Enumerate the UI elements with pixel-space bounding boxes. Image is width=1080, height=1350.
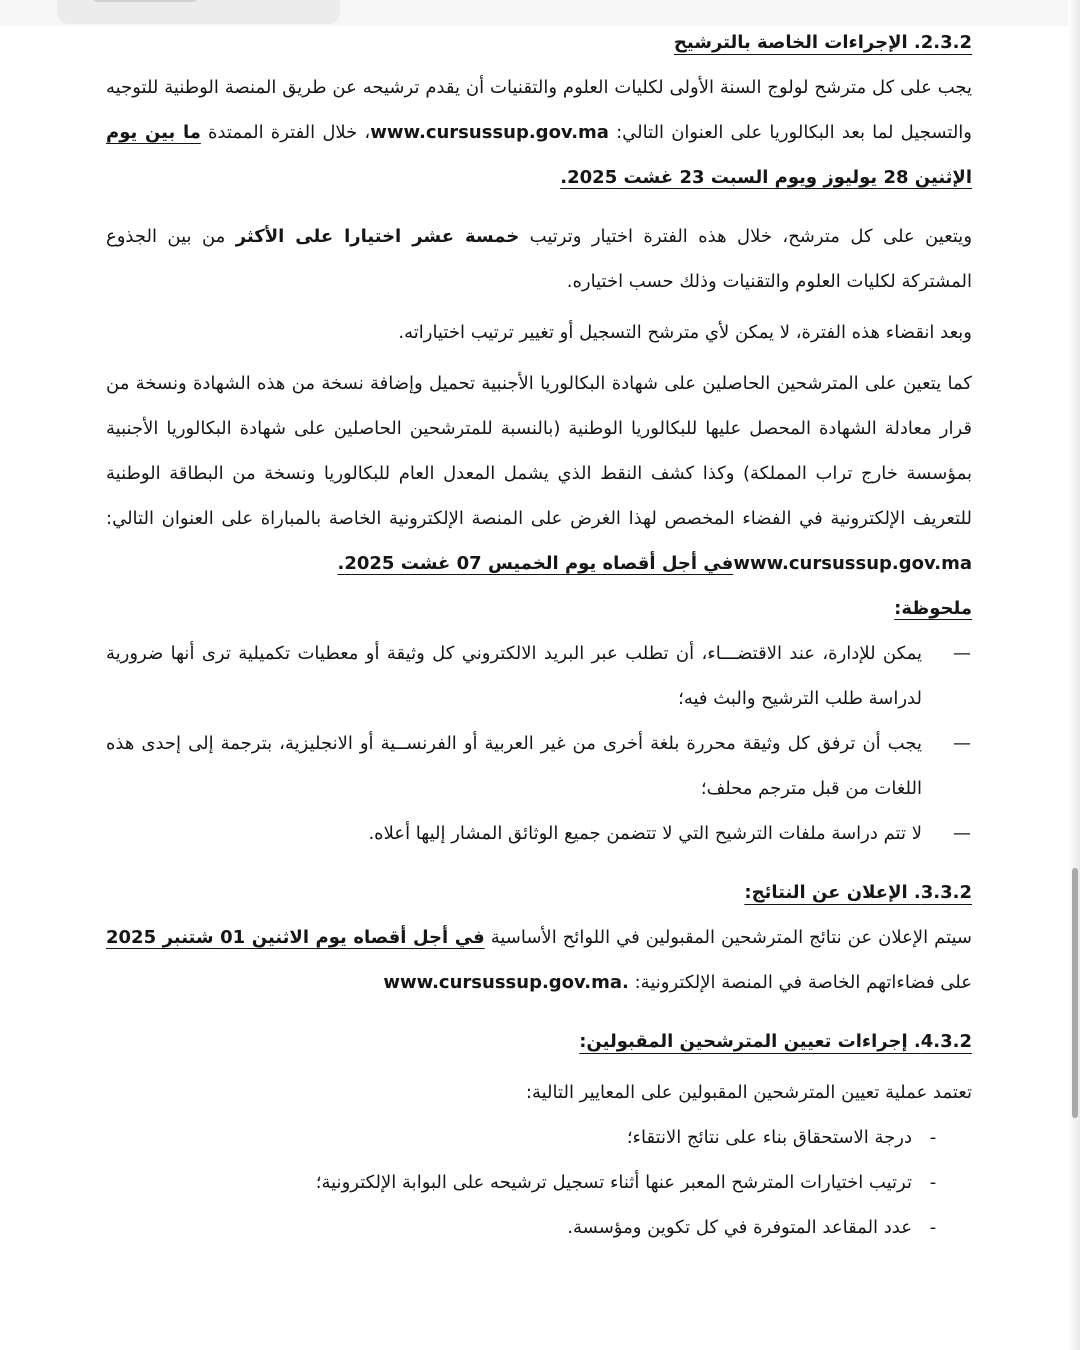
dash-marker: —: [953, 643, 971, 664]
section-heading-432: 4.3.2. إجراءات تعيين المترشحين المقبولين:: [579, 1031, 972, 1052]
paragraph-submission-text-2: ، خلال الفترة الممتدة: [200, 122, 371, 143]
scrollbar-thumb[interactable]: [1072, 868, 1078, 1118]
paragraph-results: [106, 915, 972, 1005]
page-edge-shadow: [1068, 0, 1080, 1350]
dash-marker: -: [929, 1172, 937, 1193]
list-item: [106, 1205, 972, 1250]
paragraph-results-text: سيتم الإعلان عن نتائج المترشحين المقبولين في اللوائح الأساسية: [484, 927, 973, 948]
list-item: [106, 1160, 972, 1205]
paragraph-choices-text-2: من بين الجذوع المشتركة لكليات العلوم والتقنيات وذلك حسب اختياره.: [106, 226, 972, 292]
criterion-text: عدد المقاعد المتوفرة في كل تكوين ومؤسسة.: [567, 1217, 912, 1238]
section-heading-232: 2.3.2. الإجراءات الخاصة بالترشيح: [673, 32, 972, 53]
paragraph-foreign-bac: [106, 361, 972, 586]
criteria-list: [106, 1115, 972, 1250]
note-text: يجب أن ترفق كل وثيقة محررة بلغة أخرى من غير العربية أو الفرنســية أو الانجليزية، بترجمة إلى إحدى هذه اللغات من قبل مترجم محلف؛: [106, 733, 922, 799]
results-url[interactable]: www.cursussup.gov.ma.: [383, 972, 629, 993]
upload-deadline: في أجل أقصاه يوم الخميس 07 غشت 2025.: [337, 553, 734, 574]
notes-list: [106, 631, 972, 856]
top-card-pill: [93, 0, 197, 2]
results-deadline: في أجل أقصاه يوم الاثنين 01 شتنبر 2025: [106, 927, 485, 948]
note-text: يمكن للإدارة، عند الاقتضـــاء، أن تطلب عبر البريد الالكتروني كل وثيقة أو معطيات تكميلية ترى أنها ضرورية لدراسة طلب الترشيح والبث فيه؛: [106, 643, 922, 709]
criterion-text: ترتيب اختيارات المترشح المعبر عنها أثناء تسجيل ترشيحه على البوابة الإلكترونية؛: [315, 1172, 912, 1193]
submission-period: ما بين يوم الإثنين 28 يوليوز ويوم السبت 23 غشت 2025.: [106, 122, 972, 188]
criterion-text: درجة الاستحقاق بناء على نتائج الانتقاء؛: [626, 1127, 912, 1148]
list-item: [106, 811, 972, 856]
section-heading-332: 3.3.2. الإعلان عن النتائج:: [744, 882, 972, 903]
choices-limit: خمسة عشر اختيارا على الأكثر: [235, 226, 520, 247]
paragraph-choices: [106, 214, 972, 304]
list-item: [106, 1115, 972, 1160]
note-label: ملحوظة:: [894, 598, 972, 619]
paragraph-choices-text: ويتعين على كل مترشح، خلال هذه الفترة اختيار وترتيب: [519, 226, 973, 247]
upload-url[interactable]: www.cursussup.gov.ma: [733, 553, 972, 574]
dash-marker: —: [953, 733, 971, 754]
dash-marker: -: [929, 1217, 937, 1238]
list-item: [106, 721, 972, 811]
paragraph-results-text-2: على فضاءاتهم الخاصة في المنصة الإلكترونية:: [628, 972, 972, 993]
dash-marker: —: [953, 823, 971, 844]
note-text: لا تتم دراسة ملفات الترشيح التي لا تتضمن جميع الوثائق المشار إليها أعلاه.: [368, 823, 922, 844]
document-body: [106, 20, 972, 1250]
platform-url[interactable]: www.cursussup.gov.ma: [370, 122, 609, 143]
paragraph-submission: [106, 65, 972, 200]
paragraph-submission-text: يجب على كل مترشح لولوج السنة الأولى لكليات العلوم والتقنيات أن يقدم ترشيحه عن طريق المنصة الوطنية للتوجيه والتسجيل لما بعد البكالوريا على العنوان التالي:: [106, 77, 972, 143]
dash-marker: -: [929, 1127, 937, 1148]
paragraph-criteria-intro: تعتمد عملية تعيين المترشحين المقبولين على المعايير التالية:: [525, 1082, 972, 1103]
list-item: [106, 631, 972, 721]
paragraph-after-deadline: وبعد انقضاء هذه الفترة، لا يمكن لأي مترشح التسجيل أو تغيير ترتيب اختياراته.: [398, 322, 972, 343]
paragraph-foreign-bac-text: كما يتعين على المترشحين الحاصلين على شهادة البكالوريا الأجنبية تحميل وإضافة نسخة من هذه الشهادة ونسخة من قرار معادلة الشهادة المحصل عليها للبكالوريا الوطنية (بالنسبة للمترشحين الحاصلين على شهادة البكالوريا الأجنبية بمؤسسة خارج تراب المملكة) وكذا كشف النقط الذي يشمل المعدل العام للبكالوريا ونسخة من البطاقة الوطنية للتعريف الإلكترونية في الفضاء المخصص لهذا الغرض على المنصة الإلكترونية الخاصة بالمباراة على العنوان التالي:: [106, 373, 972, 529]
